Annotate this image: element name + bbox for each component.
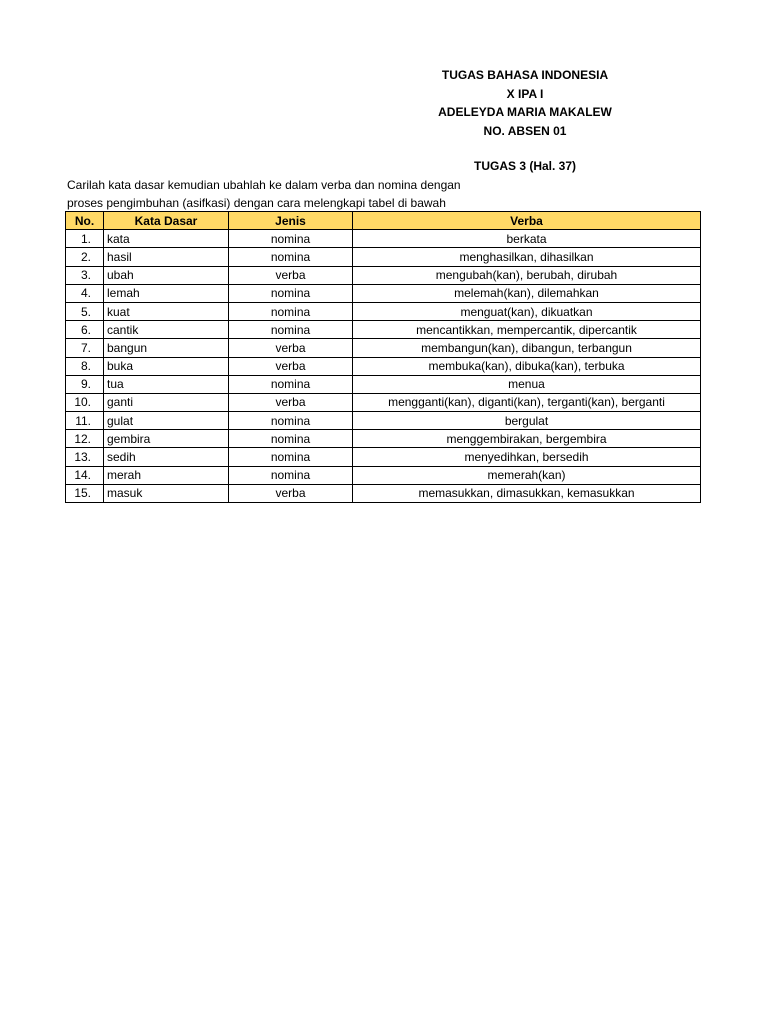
table-row	[66, 393, 701, 411]
table-row	[66, 357, 701, 375]
cell-jenis: nomina	[229, 248, 353, 266]
cell-jenis: verba	[229, 357, 353, 375]
table-header-row	[66, 212, 701, 230]
cell-jenis: nomina	[229, 412, 353, 430]
column-header-jenis: Jenis	[229, 212, 353, 230]
table-row	[66, 448, 701, 466]
cell-jenis: nomina	[229, 448, 353, 466]
column-header-kata-dasar: Kata Dasar	[104, 212, 229, 230]
cell-kata-dasar: tua	[104, 375, 229, 393]
cell-verba: menguat(kan), dikuatkan	[353, 302, 701, 320]
table-row	[66, 339, 701, 357]
cell-jenis: nomina	[229, 230, 353, 248]
cell-jenis: nomina	[229, 466, 353, 484]
cell-no: 4.	[66, 284, 104, 302]
cell-jenis: nomina	[229, 284, 353, 302]
student-name: ADELEYDA MARIA MAKALEW	[438, 105, 612, 119]
cell-verba: menyedihkan, bersedih	[353, 448, 701, 466]
cell-kata-dasar: cantik	[104, 321, 229, 339]
cell-verba: membangun(kan), dibangun, terbangun	[353, 339, 701, 357]
cell-jenis: verba	[229, 266, 353, 284]
cell-no: 13.	[66, 448, 104, 466]
cell-jenis: nomina	[229, 302, 353, 320]
document-title: TUGAS BAHASA INDONESIA	[441, 68, 609, 82]
table-row	[66, 321, 701, 339]
cell-no: 6.	[66, 321, 104, 339]
cell-no: 10.	[66, 393, 104, 411]
table-row	[66, 230, 701, 248]
table-row	[66, 430, 701, 448]
cell-kata-dasar: bangun	[104, 339, 229, 357]
word-table	[65, 211, 701, 503]
absen-number: NO. ABSEN 01	[483, 123, 567, 138]
table-body	[66, 230, 701, 503]
cell-kata-dasar: ganti	[104, 393, 229, 411]
table-row	[66, 284, 701, 302]
cell-no: 9.	[66, 375, 104, 393]
table-row	[66, 266, 701, 284]
table-row	[66, 248, 701, 266]
table-row	[66, 302, 701, 320]
cell-jenis: verba	[229, 393, 353, 411]
cell-kata-dasar: sedih	[104, 448, 229, 466]
cell-verba: menghasilkan, dihasilkan	[353, 248, 701, 266]
cell-no: 15.	[66, 484, 104, 502]
column-header-verba: Verba	[353, 212, 701, 230]
cell-kata-dasar: kata	[104, 230, 229, 248]
instruction-text	[67, 176, 707, 212]
cell-kata-dasar: gembira	[104, 430, 229, 448]
cell-jenis: nomina	[229, 430, 353, 448]
cell-no: 14.	[66, 466, 104, 484]
cell-verba: mengubah(kan), berubah, dirubah	[353, 266, 701, 284]
cell-no: 1.	[66, 230, 104, 248]
cell-kata-dasar: kuat	[104, 302, 229, 320]
assignment-label: TUGAS 3 (Hal. 37)	[473, 159, 577, 173]
cell-jenis: verba	[229, 484, 353, 502]
cell-kata-dasar: buka	[104, 357, 229, 375]
column-header-no: No.	[66, 212, 104, 230]
document-header	[400, 66, 650, 140]
cell-verba: melemah(kan), dilemahkan	[353, 284, 701, 302]
cell-kata-dasar: merah	[104, 466, 229, 484]
cell-no: 12.	[66, 430, 104, 448]
cell-verba: mencantikkan, mempercantik, dipercantik	[353, 321, 701, 339]
cell-no: 7.	[66, 339, 104, 357]
table-row	[66, 412, 701, 430]
table-row	[66, 375, 701, 393]
cell-kata-dasar: masuk	[104, 484, 229, 502]
cell-jenis: nomina	[229, 321, 353, 339]
cell-jenis: verba	[229, 339, 353, 357]
cell-verba: mengganti(kan), diganti(kan), terganti(kan), berganti	[353, 393, 701, 411]
cell-verba: bergulat	[353, 412, 701, 430]
cell-verba: berkata	[353, 230, 701, 248]
cell-no: 2.	[66, 248, 104, 266]
cell-kata-dasar: lemah	[104, 284, 229, 302]
table-row	[66, 466, 701, 484]
class-name: X IPA I	[506, 86, 544, 101]
cell-verba: memasukkan, dimasukkan, kemasukkan	[353, 484, 701, 502]
cell-kata-dasar: hasil	[104, 248, 229, 266]
cell-kata-dasar: gulat	[104, 412, 229, 430]
table-row	[66, 484, 701, 502]
instruction-line-1: Carilah kata dasar kemudian ubahlah ke dalam verba dan nomina dengan	[67, 178, 461, 192]
cell-verba: menua	[353, 375, 701, 393]
cell-verba: membuka(kan), dibuka(kan), terbuka	[353, 357, 701, 375]
cell-kata-dasar: ubah	[104, 266, 229, 284]
cell-jenis: nomina	[229, 375, 353, 393]
cell-no: 3.	[66, 266, 104, 284]
instruction-line-2: proses pengimbuhan (asifkasi) dengan cara melengkapi tabel di bawah	[67, 196, 446, 210]
cell-no: 5.	[66, 302, 104, 320]
cell-no: 11.	[66, 412, 104, 430]
cell-no: 8.	[66, 357, 104, 375]
cell-verba: menggembirakan, bergembira	[353, 430, 701, 448]
cell-verba: memerah(kan)	[353, 466, 701, 484]
